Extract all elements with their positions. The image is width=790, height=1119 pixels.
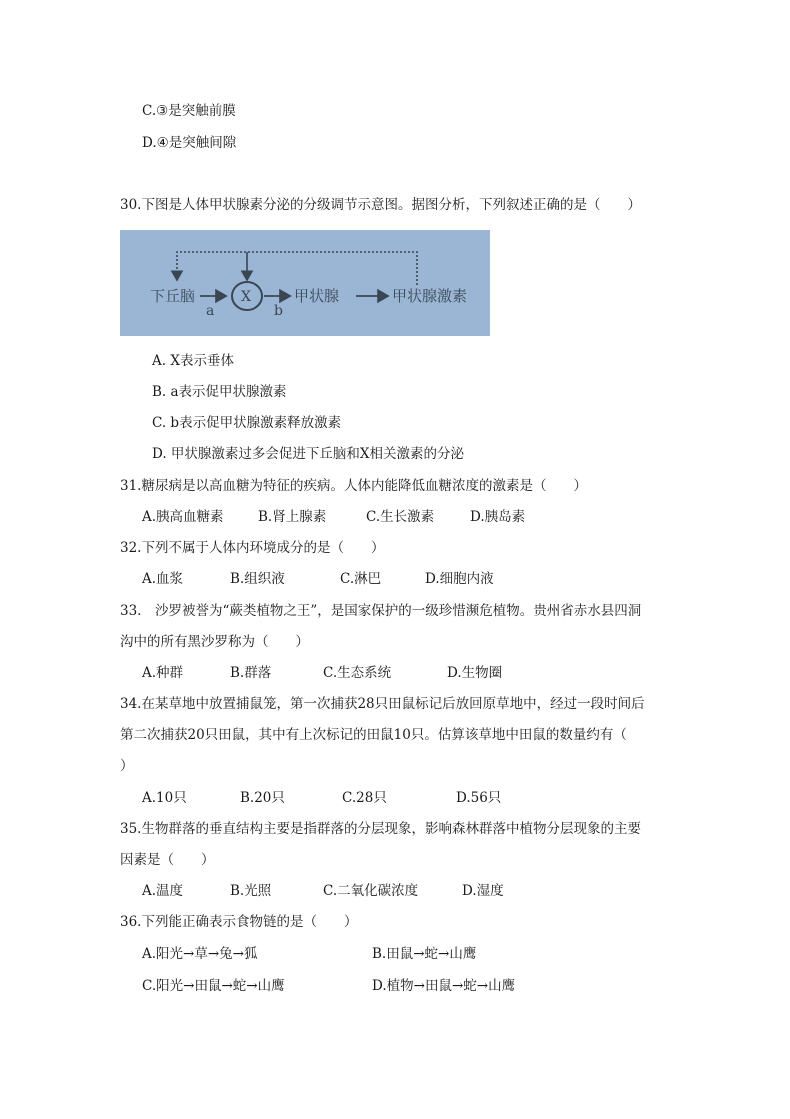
q31-option-b: B.肾上腺素 <box>258 509 327 525</box>
q32-option-a: A.血浆 <box>142 571 184 587</box>
thyroid-regulation-diagram <box>120 230 490 336</box>
q34-option-b: B.20只 <box>240 790 285 806</box>
q35-stem-line2: 因素是（ ） <box>120 852 215 868</box>
q35-option-a: A.温度 <box>142 883 184 899</box>
q33-stem-line2: 沟中的所有黑沙罗称为（ ） <box>120 634 309 650</box>
q36-option-b: B.田鼠→蛇→山鹰 <box>372 946 477 962</box>
q30-stem: 30.下图是人体甲状腺素分泌的分级调节示意图。据图分析，下列叙述正确的是（ ） <box>120 197 641 213</box>
feedback-line <box>177 252 417 285</box>
q34-stem-line3: ） <box>120 758 134 774</box>
option-c-prev: C.③是突触前膜 <box>142 103 236 119</box>
q32-stem: 32.下列不属于人体内环境成分的是（ ） <box>120 540 385 556</box>
q33-option-b: B.群落 <box>230 665 272 681</box>
q36-option-d: D.植物→田鼠→蛇→山鹰 <box>372 978 516 994</box>
q30-option-b: B. a表示促甲状腺激素 <box>152 384 287 400</box>
q30-option-c: C. b表示促甲状腺激素释放激素 <box>152 415 342 431</box>
q36-option-a: A.阳光→草→兔→狐 <box>142 946 258 962</box>
q31-option-a: A.胰高血糖素 <box>142 509 224 525</box>
q36-option-c: C.阳光→田鼠→蛇→山鹰 <box>142 978 285 994</box>
q35-option-c: C.二氧化碳浓度 <box>323 883 419 899</box>
node-hypothalamus: 下丘脑 <box>150 287 196 305</box>
q34-option-c: C.28只 <box>342 790 387 806</box>
q32-option-d: D.细胞内液 <box>425 571 494 587</box>
q30-option-d: D. 甲状腺激素过多会促进下丘脑和X相关激素的分泌 <box>152 446 465 462</box>
q34-option-a: A.10只 <box>142 790 187 806</box>
q32-option-b: B.组织液 <box>230 571 285 587</box>
q31-option-c: C.生长激素 <box>366 509 435 525</box>
q34-stem-line1: 34.在某草地中放置捕鼠笼，第一次捕获28只田鼠标记后放回原草地中，经过一段时间后 <box>120 696 645 712</box>
node-hormone: 甲状腺激素 <box>392 287 468 305</box>
q31-option-d: D.胰岛素 <box>470 509 526 525</box>
q33-option-d: D.生物圈 <box>447 665 503 681</box>
label-a: a <box>206 303 215 319</box>
q35-option-d: D.湿度 <box>462 883 504 899</box>
node-thyroid: 甲状腺 <box>294 287 340 305</box>
label-b: b <box>274 303 283 319</box>
q33-option-a: A.种群 <box>142 665 184 681</box>
q33-stem-line1: 33. 沙罗被誉为“蕨类植物之王”，是国家保护的一级珍惜濒危植物。贵州省赤水县四洞 <box>120 603 642 619</box>
q36-stem: 36.下列能正确表示食物链的是（ ） <box>120 914 358 930</box>
option-d-prev: D.④是突触间隙 <box>142 135 237 151</box>
q33-option-c: C.生态系统 <box>323 665 392 681</box>
node-x: X <box>241 289 251 305</box>
q31-stem: 31.糖尿病是以高血糖为特征的疾病。人体内能降低血糖浓度的激素是（ ） <box>120 478 587 494</box>
q34-option-d: D.56只 <box>456 790 502 806</box>
q35-stem-line1: 35.生物群落的垂直结构主要是指群落的分层现象，影响森林群落中植物分层现象的主要 <box>120 821 641 837</box>
q34-stem-line2: 第二次捕获20只田鼠，其中有上次标记的田鼠10只。估算该草地中田鼠的数量约有（ <box>120 727 627 743</box>
q30-option-a: A. X表示垂体 <box>152 353 234 369</box>
q35-option-b: B.光照 <box>230 883 272 899</box>
q32-option-c: C.淋巴 <box>340 571 382 587</box>
